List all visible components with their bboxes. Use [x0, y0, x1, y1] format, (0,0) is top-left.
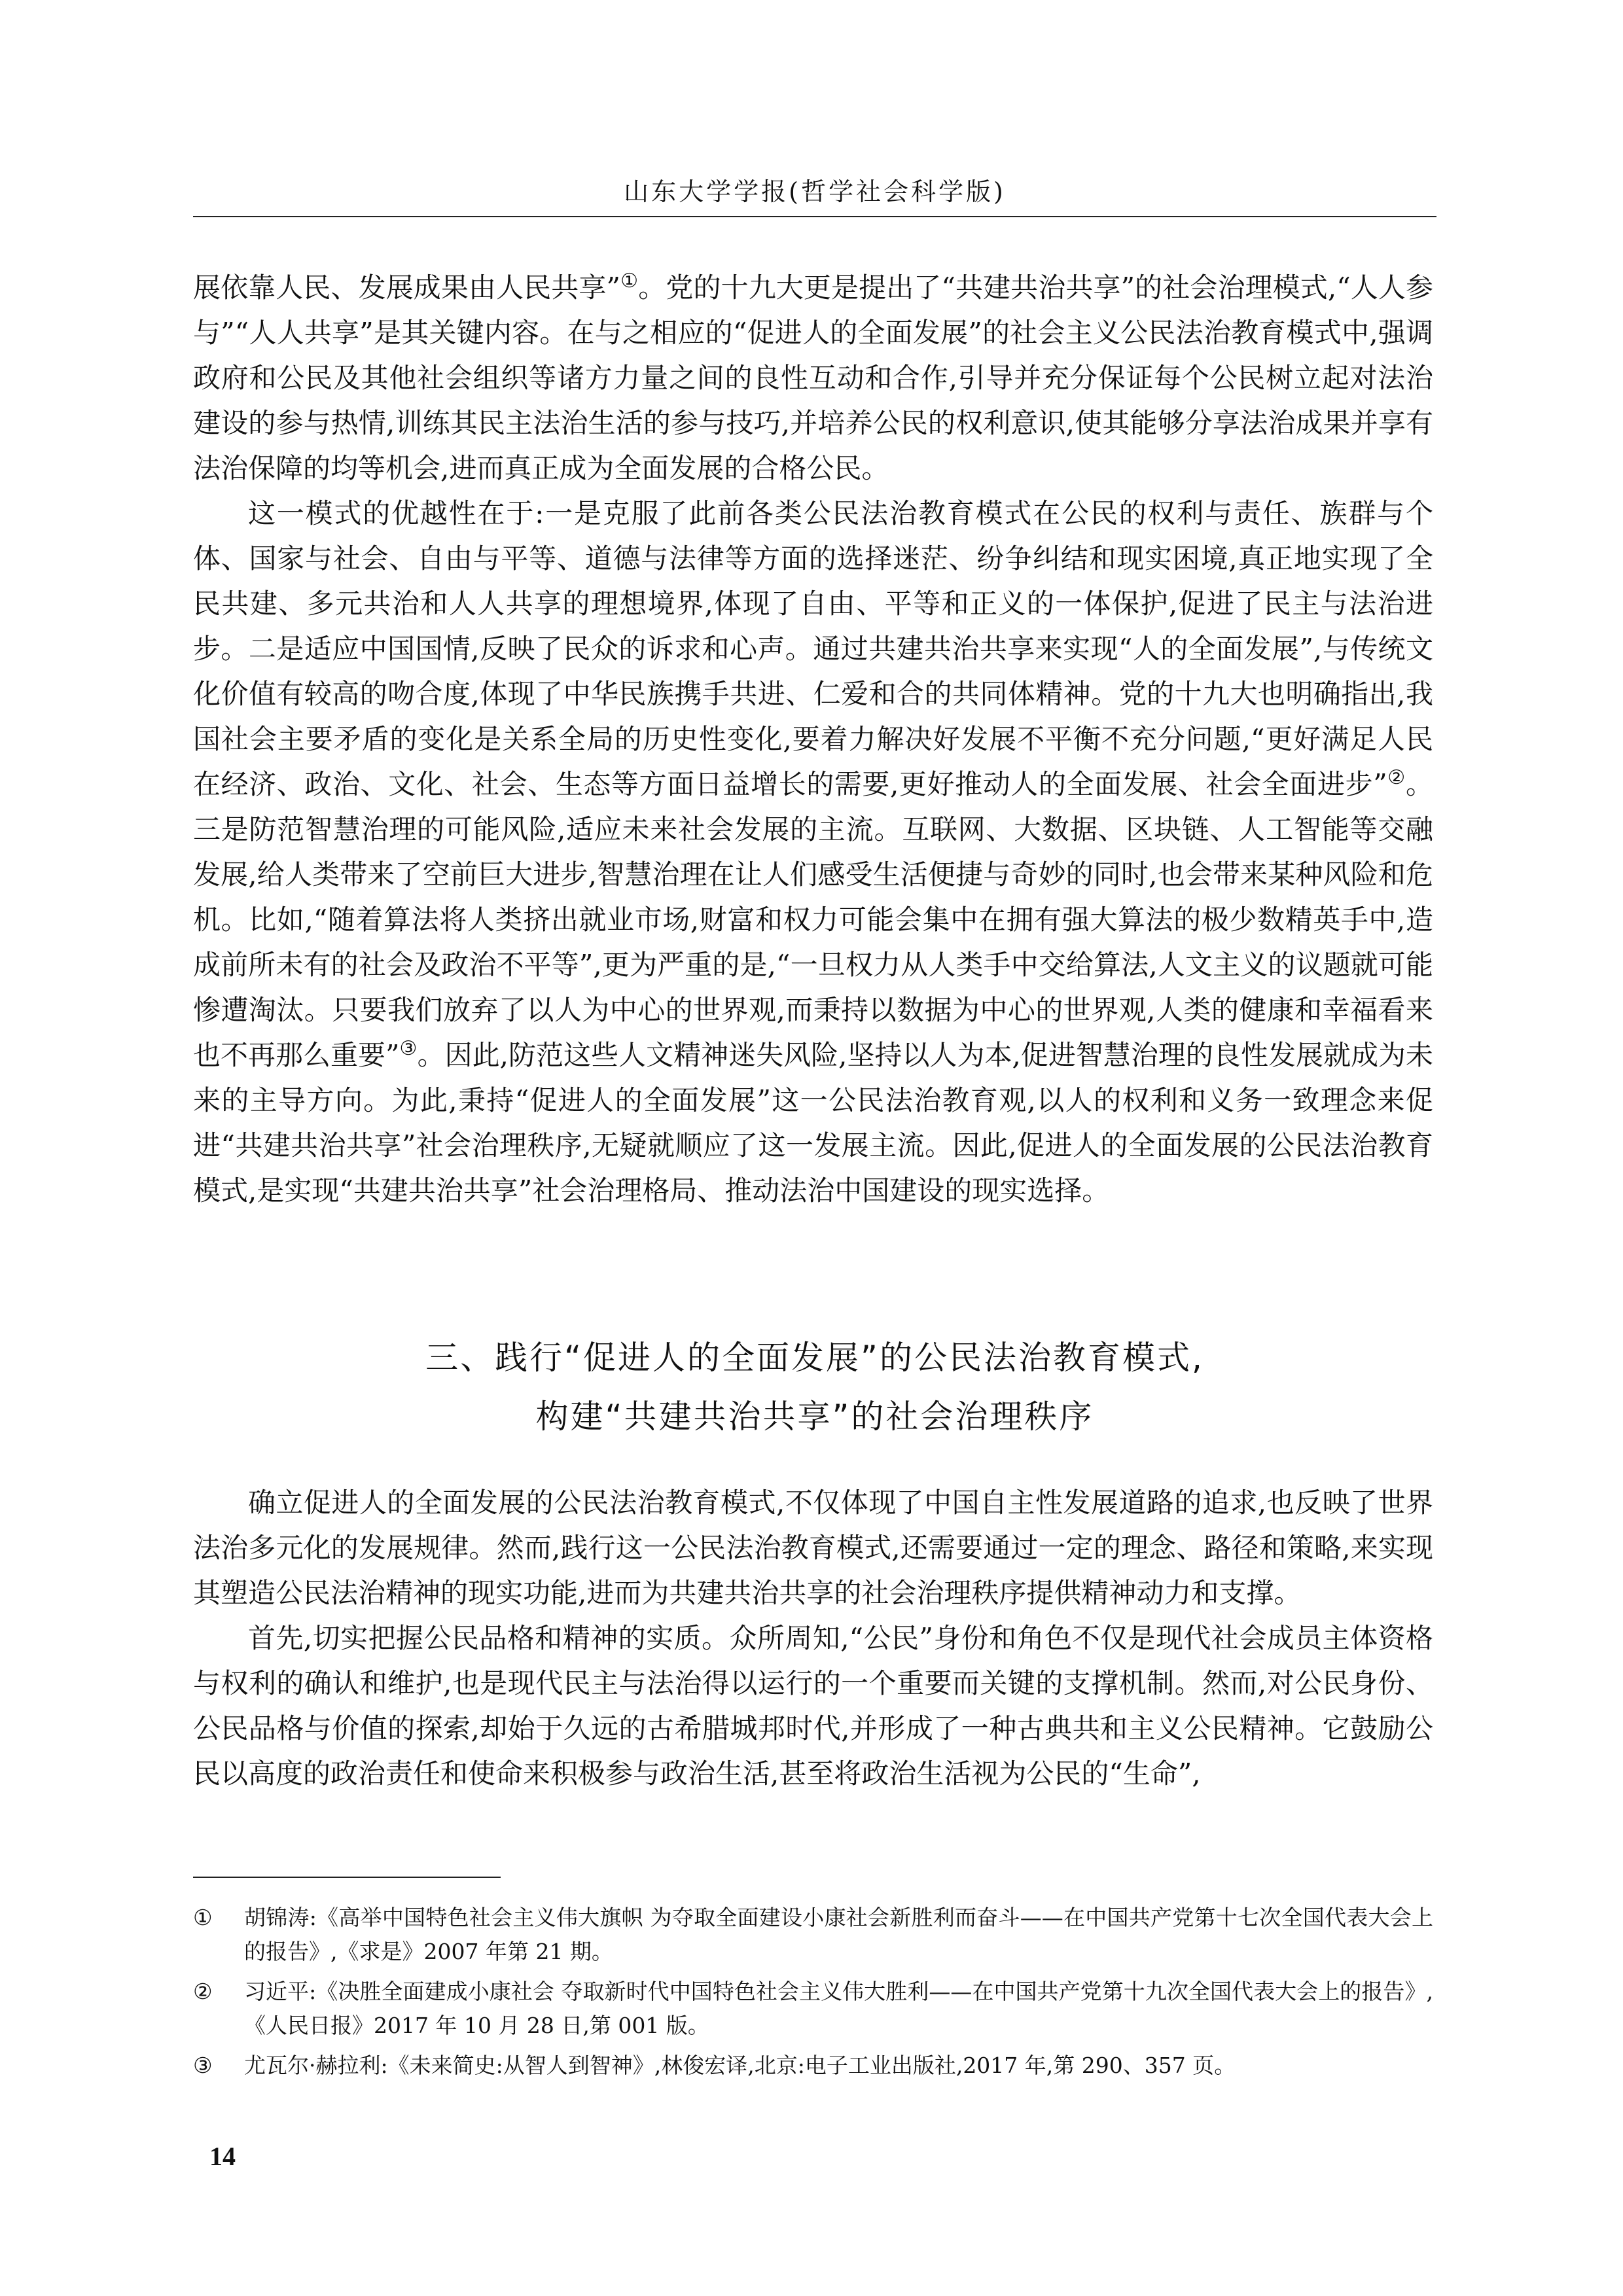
footnote-1-mark: ① — [193, 1905, 213, 1930]
footnote-1 — [193, 1901, 1433, 1969]
header-rule — [193, 216, 1436, 217]
paragraph-1-text-cont: 。党的十九大更是提出了“共建共治共享”的社会治理模式,“人人参与”“人人共享”是其关键内容。在与之相应的“促进人的全面发展”的社会主义公民法治教育模式中,强调政府和公民及其他社会组织等诸方力量之间的良性互动和合作,引导并充分保证每个公民树立起对法治建设的参与热情,训练其民主法治生活的参与技巧,并培养公民的权利意识,使其能够分享法治成果并享有法治保障的均等机会,进而真正成为全面发展的合格公民。 — [193, 272, 1433, 484]
paragraph-1-text: 展依靠人民、发展成果由人民共享” — [193, 272, 620, 304]
page-number: 14 — [209, 2142, 236, 2171]
footnote-2-text: 习近平:《决胜全面建成小康社会 夺取新时代中国特色社会主义伟大胜利——在中国共产党第十九次全国代表大会上的报告》,《人民日报》2017 年 10 月 28 日,第 001 版。 — [244, 1979, 1433, 2038]
paragraph-4: 首先,切实把握公民品格和精神的实质。众所周知,“公民”身份和角色不仅是现代社会成员主体资格与权利的确认和维护,也是现代民主与法治得以运行的一个重要而关键的支撑机制。然而,对公民身份、公民品格与价值的探索,却始于久远的古希腊城邦时代,并形成了一种古典共和主义公民精神。它鼓励公民以高度的政治责任和使命来积极参与政治生活,甚至将政治生活视为公民的“生命”, — [193, 1622, 1433, 1790]
section-title-line-2: 构建“共建共治共享”的社会治理秩序 — [535, 1398, 1094, 1436]
footnote-ref-3[interactable]: ③ — [399, 1037, 418, 1060]
paragraph-2-text: 这一模式的优越性在于:一是克服了此前各类公民法治教育模式在公民的权利与责任、族群与个体、国家与社会、自由与平等、道德与法律等方面的选择迷茫、纷争纠结和现实困境,真正地实现了全民共建、多元共治和人人共享的理想境界,体现了自由、平等和正义的一体保护,促进了民主与法治进步。二是适应中国国情,反映了民众的诉求和心声。通过共建共治共享来实现“人的全面发展”,与传统文化价值有较高的吻合度,体现了中华民族携手共进、仁爱和合的共同体精神。党的十九大也明确指出,我国社会主要矛盾的变化是关系全局的历史性变化,要着力解决好发展不平衡不充分问题,“更好满足人民在经济、政治、文化、社会、生态等方面日益增长的需要,更好推动人的全面发展、社会全面进步” — [193, 497, 1433, 800]
footnote-ref-2[interactable]: ② — [1387, 766, 1406, 789]
footnote-2-mark: ② — [193, 1979, 213, 2004]
lower-body — [193, 1480, 1433, 1796]
running-head: 山东大学学报(哲学社会科学版) — [624, 177, 1006, 206]
footnote-ref-1[interactable]: ① — [620, 270, 639, 292]
paragraph-2-text-cont: 。三是防范智慧治理的可能风险,适应未来社会发展的主流。互联网、大数据、区块链、人工智能等交融发展,给人类带来了空前巨大进步,智慧治理在让人们感受生活便捷与奇妙的同时,也会带来某种风险和危机。比如,“随着算法将人类挤出就业市场,财富和权力可能会集中在拥有强大算法的极少数精英手中,造成前所未有的社会及政治不平等”,更为严重的是,“一旦权力从人类手中交给算法,人文主义的议题就可能惨遭淘汰。只要我们放弃了以人为中心的世界观,而秉持以数据为中心的世界观,人类的健康和幸福看来也不再那么重要” — [193, 768, 1433, 1071]
footnote-3-mark: ③ — [193, 2053, 213, 2078]
footnote-3 — [193, 2049, 1433, 2083]
section-title-line-1: 三、践行“促进人的全面发展”的公民法治教育模式, — [425, 1339, 1204, 1377]
section-title — [193, 1328, 1436, 1446]
footnote-rule — [193, 1877, 501, 1878]
footnotes — [193, 1901, 1433, 2089]
footnote-3-text: 尤瓦尔·赫拉利:《未来简史:从智人到智神》,林俊宏译,北京:电子工业出版社,2017 年,第 290、357 页。 — [244, 2053, 1236, 2078]
paragraph-1 — [193, 265, 1433, 491]
upper-body — [193, 265, 1433, 1213]
paragraph-2-text-end: 。因此,防范这些人文精神迷失风险,坚持以人为本,促进智慧治理的良性发展就成为未来的主导方向。为此,秉持“促进人的全面发展”这一公民法治教育观,以人的权利和义务一致理念来促进“共建共治共享”社会治理秩序,无疑就顺应了这一发展主流。因此,促进人的全面发展的公民法治教育模式,是实现“共建共治共享”社会治理格局、推动法治中国建设的现实选择。 — [193, 1039, 1433, 1207]
paragraph-2 — [193, 491, 1433, 1213]
paragraph-3: 确立促进人的全面发展的公民法治教育模式,不仅体现了中国自主性发展道路的追求,也反映了世界法治多元化的发展规律。然而,践行这一公民法治教育模式,还需要通过一定的理念、路径和策略,来实现其塑造公民法治精神的现实功能,进而为共建共治共享的社会治理秩序提供精神动力和支撑。 — [193, 1487, 1433, 1609]
footnote-1-text: 胡锦涛:《高举中国特色社会主义伟大旗帜 为夺取全面建设小康社会新胜利而奋斗——在中国共产党第十七次全国代表大会上的报告》,《求是》2007 年第 21 期。 — [244, 1905, 1433, 1964]
footnote-2 — [193, 1975, 1433, 2043]
